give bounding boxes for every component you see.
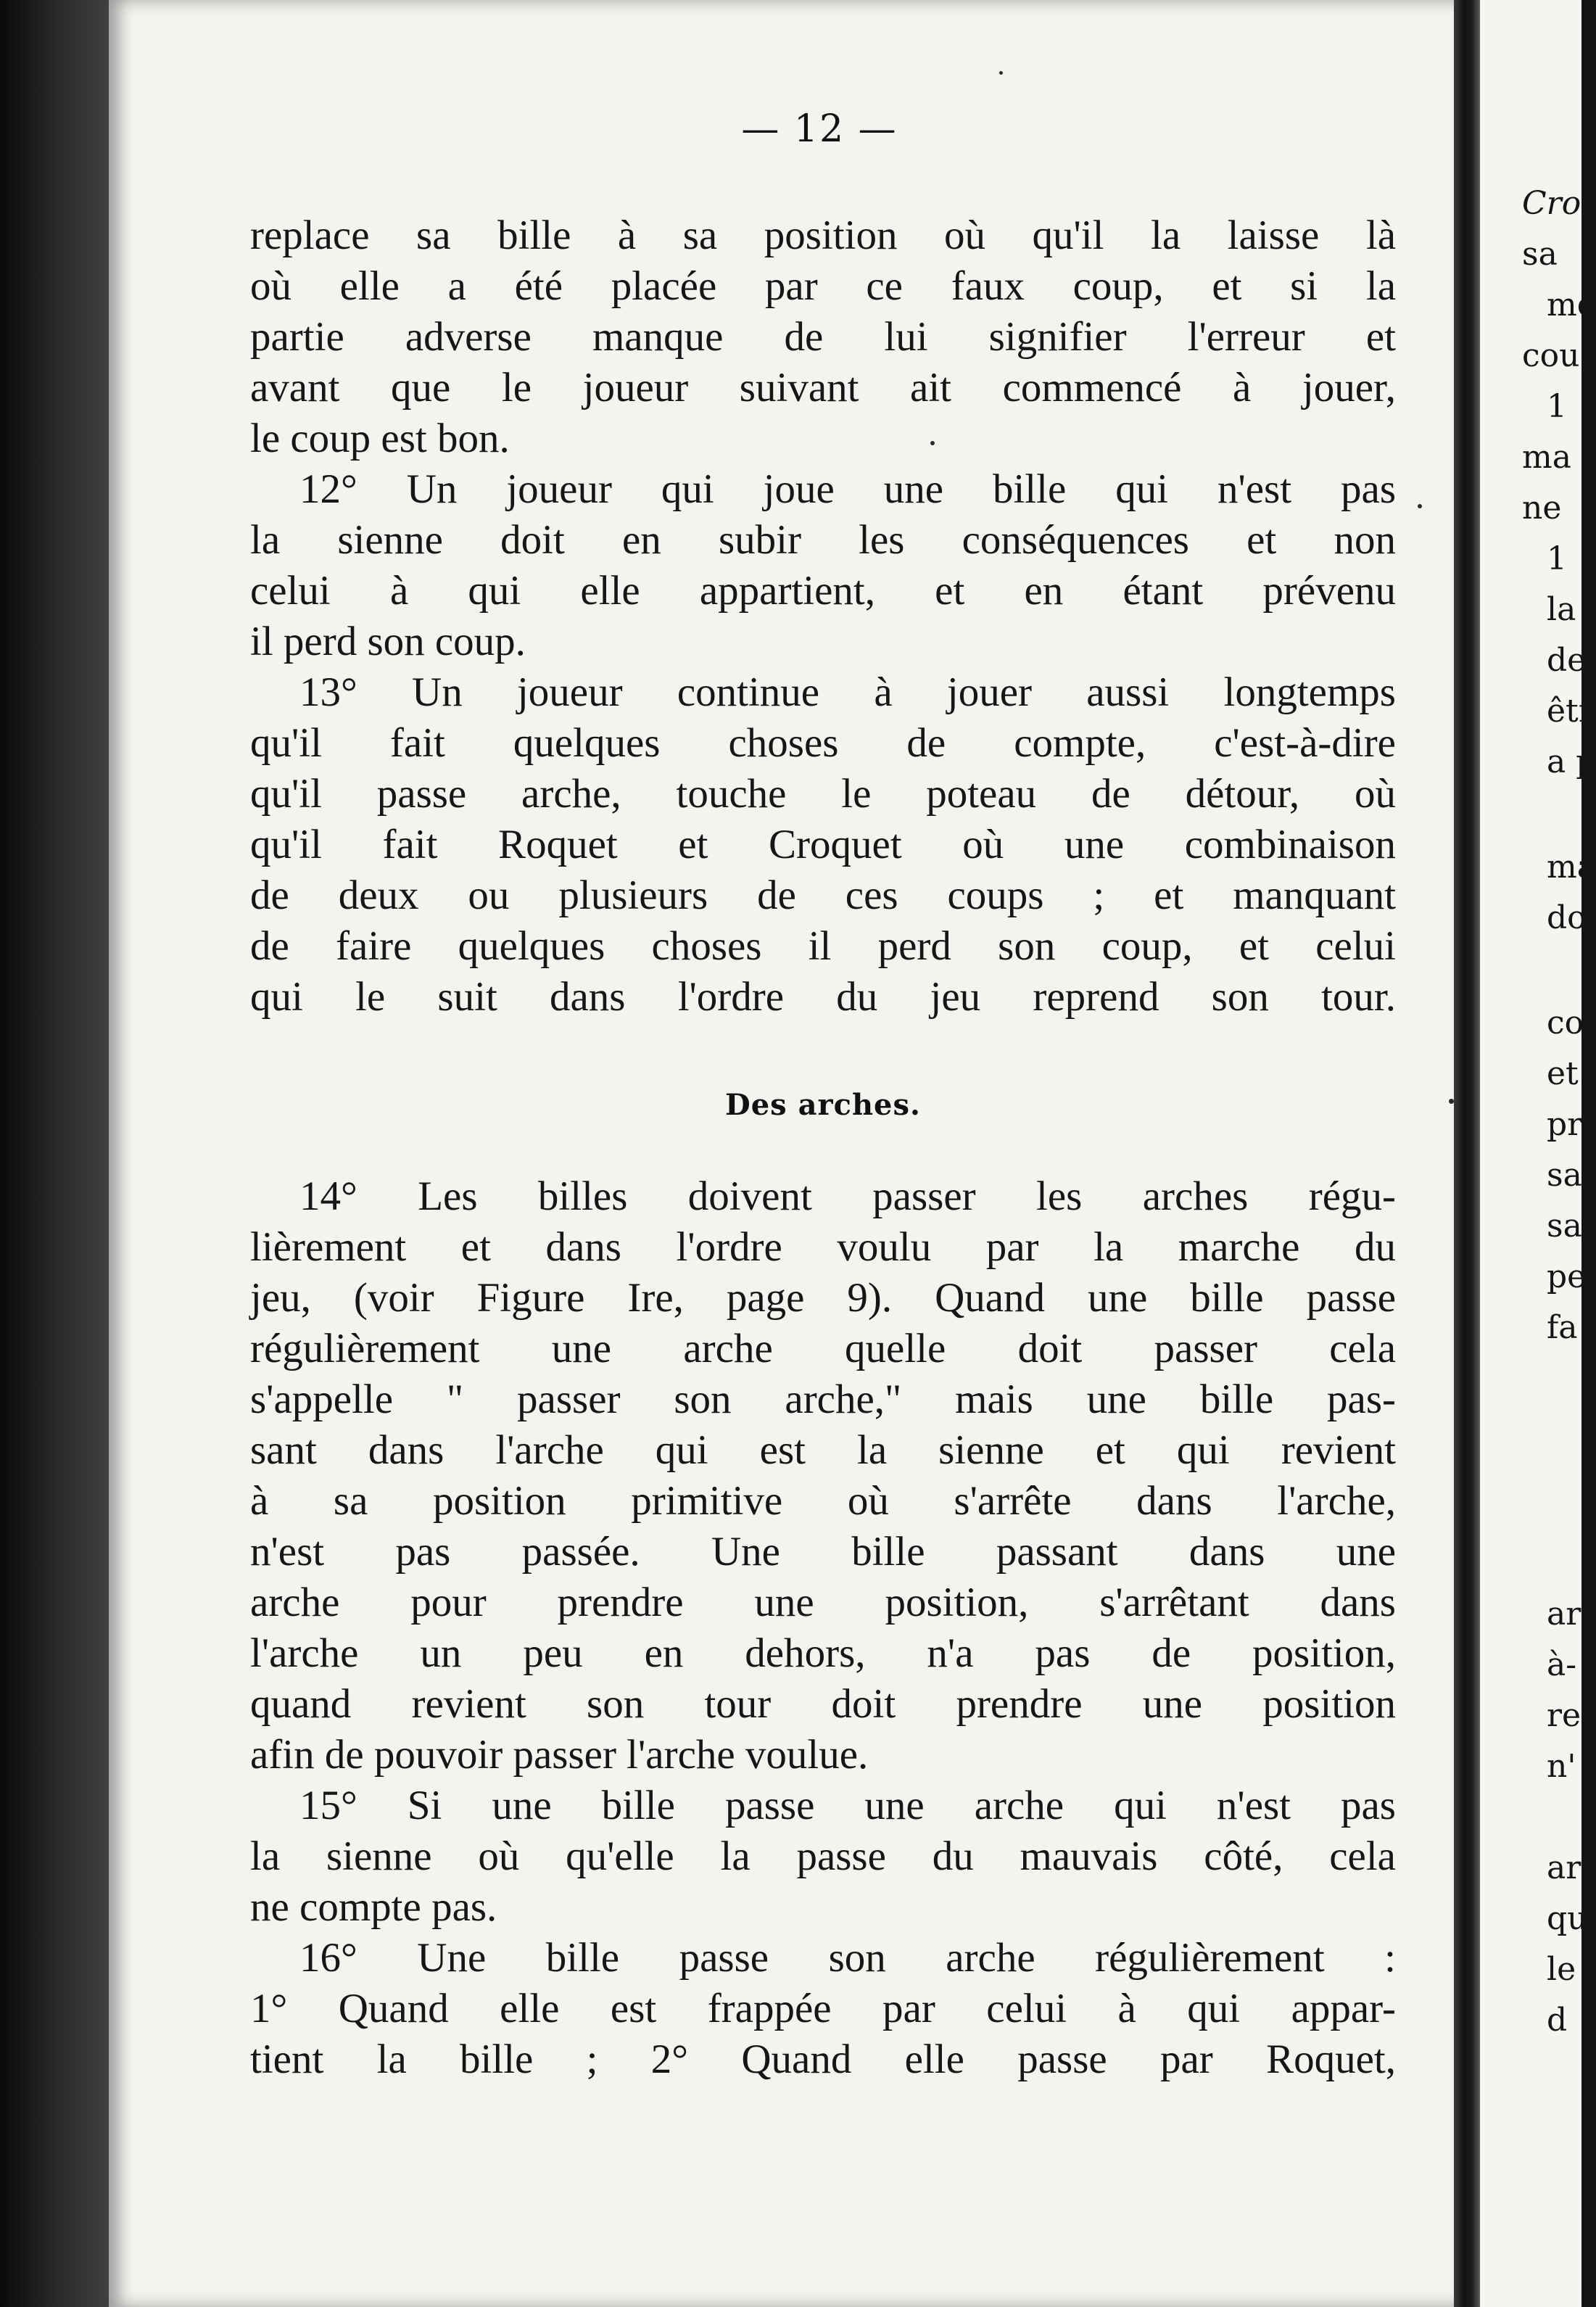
text-line: qu'il fait quelques choses de compte, c'est-à-dire xyxy=(250,720,1396,766)
text-line: de deux ou plusieurs de ces coups ; et manquant xyxy=(250,872,1396,918)
facing-page-fragment: n' xyxy=(1547,1748,1576,1785)
text-line: où elle a été placée par ce faux coup, et si la xyxy=(250,263,1396,309)
facing-page-fragment: ar xyxy=(1547,1849,1581,1886)
facing-page-fragment: co xyxy=(1547,1004,1584,1041)
spine-gutter xyxy=(1454,0,1480,2307)
facing-page-fragment: le xyxy=(1547,1951,1576,1988)
facing-page-fragment: d xyxy=(1547,2002,1568,2039)
text-line: 16° Une bille passe son arche régulièrement : xyxy=(299,1935,1396,1981)
text-line: quand revient son tour doit prendre une position xyxy=(250,1681,1396,1727)
paragraphs-bottom xyxy=(250,1171,1396,2085)
facing-page-fragment: re xyxy=(1547,1697,1581,1734)
text-line: qu'il fait Roquet et Croquet où une combinaison xyxy=(250,822,1396,867)
text-line: de faire quelques choses il perd son coup, et celui xyxy=(250,923,1396,969)
facing-page-fragment: pr xyxy=(1547,1106,1583,1143)
text-line: jeu, (voir Figure Ire, page 9). Quand une bille passe xyxy=(250,1275,1396,1321)
text-line: arche pour prendre une position, s'arrêtant dans xyxy=(250,1580,1396,1625)
facing-page-fragment: 1 xyxy=(1547,388,1567,425)
text-line: 1° Quand elle est frappée par celui à qui appar- xyxy=(250,1986,1396,2031)
text-line: sant dans l'arche qui est la sienne et qui revient xyxy=(250,1427,1396,1473)
facing-page-fragment: do xyxy=(1547,899,1587,936)
facing-page-fragment: mê xyxy=(1547,286,1596,323)
text-line: 13° Un joueur continue à jouer aussi longtemps xyxy=(299,669,1396,715)
facing-page-fragment: êtr xyxy=(1547,693,1594,730)
text-line: avant que le joueur suivant ait commencé à jouer, xyxy=(250,365,1396,410)
facing-page-fragment: de xyxy=(1547,642,1587,679)
text-line: qu'il passe arche, touche le poteau de détour, où xyxy=(250,771,1396,817)
text-line: n'est pas passée. Une bille passant dans une xyxy=(250,1529,1396,1575)
paragraphs-top xyxy=(250,210,1396,1023)
text-line: 12° Un joueur qui joue une bille qui n'est pas xyxy=(299,466,1396,512)
facing-page-fragment: Cro xyxy=(1522,185,1581,222)
text-line: replace sa bille à sa position où qu'il la laisse là xyxy=(250,212,1396,258)
text-line: tient la bille ; 2° Quand elle passe par Roquet, xyxy=(250,2036,1396,2082)
text-line: régulièrement une arche quelle doit passer cela xyxy=(250,1326,1396,1371)
text-line: l'arche un peu en dehors, n'a pas de position, xyxy=(250,1630,1396,1676)
text-line: lièrement et dans l'ordre voulu par la marche du xyxy=(250,1224,1396,1270)
facing-page-fragment: ar xyxy=(1547,1596,1581,1633)
facing-page-fragment: ne xyxy=(1522,490,1562,527)
facing-page-fragment: la xyxy=(1547,591,1576,628)
text-line: afin de pouvoir passer l'arche voulue. xyxy=(250,1732,869,1778)
text-line: s'appelle " passer son arche," mais une bille pas- xyxy=(250,1377,1396,1422)
text-line: 14° Les billes doivent passer les arches régu- xyxy=(299,1173,1396,1219)
facing-page-fragment: et xyxy=(1547,1055,1579,1092)
facing-page-fragment: qu xyxy=(1547,1900,1588,1937)
facing-page-fragment: ma xyxy=(1547,849,1596,886)
facing-page xyxy=(1480,0,1596,2307)
text-line: le coup est bon. xyxy=(250,416,510,461)
facing-page-fragment: cou xyxy=(1522,337,1580,374)
facing-page-fragment: ma xyxy=(1522,439,1571,476)
text-line: 15° Si une bille passe une arche qui n'est pas xyxy=(299,1783,1396,1828)
text-line: partie adverse manque de lui signifier l'erreur et xyxy=(250,314,1396,360)
facing-page-fragment: à- xyxy=(1547,1646,1577,1683)
text-line: la sienne où qu'elle la passe du mauvais côté, cela xyxy=(250,1833,1396,1879)
facing-page-fragment: sa xyxy=(1547,1157,1582,1194)
print-speck xyxy=(1449,1099,1454,1104)
page-number: — 12 — xyxy=(741,107,898,151)
print-speck xyxy=(999,71,1003,75)
facing-page-fragment: sa xyxy=(1547,1208,1582,1245)
print-speck xyxy=(1418,504,1422,508)
facing-page-fragment: a p xyxy=(1547,743,1596,780)
text-line: la sienne doit en subir les conséquences et non xyxy=(250,517,1396,563)
facing-page-fragment: 1 xyxy=(1547,540,1567,577)
facing-page-fragment: sa xyxy=(1522,236,1558,273)
facing-page-fragment: fa xyxy=(1547,1309,1578,1346)
facing-page-fragment: pe xyxy=(1547,1258,1587,1295)
text-line: ne compte pas. xyxy=(250,1884,497,1930)
print-speck xyxy=(930,441,935,445)
text-line: qui le suit dans l'ordre du jeu reprend son tour. xyxy=(250,974,1396,1020)
text-line: à sa position primitive où s'arrête dans l'arche, xyxy=(250,1478,1396,1524)
text-line: celui à qui elle appartient, et en étant prévenu xyxy=(250,568,1396,614)
text-line: il perd son coup. xyxy=(250,619,526,664)
section-heading: Des arches. xyxy=(725,1088,921,1122)
